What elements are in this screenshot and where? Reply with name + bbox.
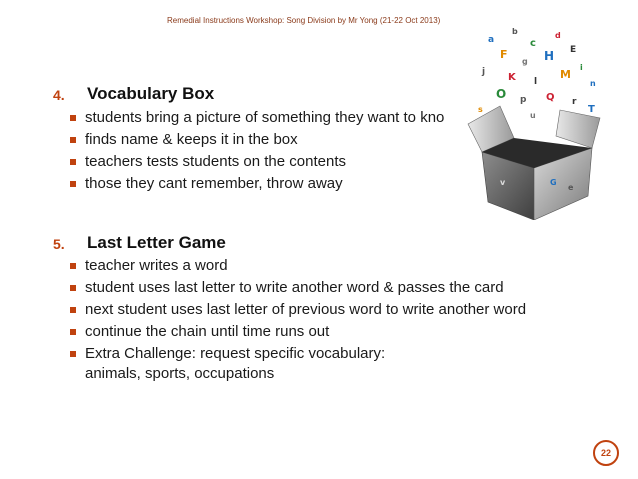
svg-text:T: T bbox=[588, 104, 595, 115]
svg-text:u: u bbox=[530, 111, 536, 120]
list-item bbox=[68, 343, 526, 383]
svg-text:n: n bbox=[590, 79, 596, 88]
list-item: continue the chain until time runs out bbox=[68, 321, 526, 343]
svg-text:v: v bbox=[500, 178, 506, 187]
svg-text:e: e bbox=[568, 183, 574, 192]
list-item: student uses last letter to write another word & passes the card bbox=[68, 277, 526, 299]
svg-text:c: c bbox=[530, 38, 536, 49]
section-number: 4. bbox=[53, 87, 65, 103]
svg-text:O: O bbox=[496, 87, 507, 101]
list-item-text: Extra Challenge: request specific vocabulary: bbox=[85, 345, 386, 362]
list-item: next student uses last letter of previous word to write another word bbox=[68, 299, 526, 321]
page-number: 22 bbox=[600, 448, 611, 458]
svg-text:Q: Q bbox=[546, 92, 555, 103]
list-item: students bring a picture of something they want to kno bbox=[68, 107, 444, 129]
svg-text:d: d bbox=[555, 31, 561, 40]
svg-text:j: j bbox=[482, 67, 486, 77]
svg-text:K: K bbox=[508, 72, 516, 83]
svg-text:l: l bbox=[534, 77, 538, 87]
bullet-list bbox=[68, 255, 526, 383]
list-item: finds name & keeps it in the box bbox=[68, 129, 444, 151]
list-item-continuation: animals, sports, occupations bbox=[85, 365, 275, 382]
list-item: those they cant remember, throw away bbox=[68, 173, 444, 195]
list-item: teacher writes a word bbox=[68, 255, 526, 277]
page-number-badge bbox=[593, 440, 619, 466]
svg-text:G: G bbox=[550, 178, 557, 187]
bullet-list bbox=[68, 107, 444, 195]
section-title: Last Letter Game bbox=[87, 233, 226, 252]
svg-text:F: F bbox=[500, 48, 508, 61]
svg-text:g: g bbox=[522, 57, 528, 66]
section-number: 5. bbox=[53, 236, 65, 252]
svg-text:E: E bbox=[570, 45, 577, 55]
section-title: Vocabulary Box bbox=[87, 84, 215, 103]
slide-header: Remedial Instructions Workshop: Song Division by Mr Yong (21-22 Oct 2013) bbox=[167, 16, 441, 25]
list-item: teachers tests students on the contents bbox=[68, 151, 444, 173]
svg-text:b: b bbox=[512, 27, 518, 36]
svg-text:a: a bbox=[488, 35, 495, 45]
svg-text:p: p bbox=[520, 95, 527, 105]
svg-text:i: i bbox=[580, 63, 583, 72]
letter-box-icon bbox=[460, 20, 610, 220]
svg-text:r: r bbox=[572, 97, 577, 107]
svg-text:H: H bbox=[544, 49, 555, 63]
svg-text:M: M bbox=[560, 68, 571, 81]
letter-box-image bbox=[460, 20, 610, 220]
svg-text:s: s bbox=[478, 105, 483, 114]
